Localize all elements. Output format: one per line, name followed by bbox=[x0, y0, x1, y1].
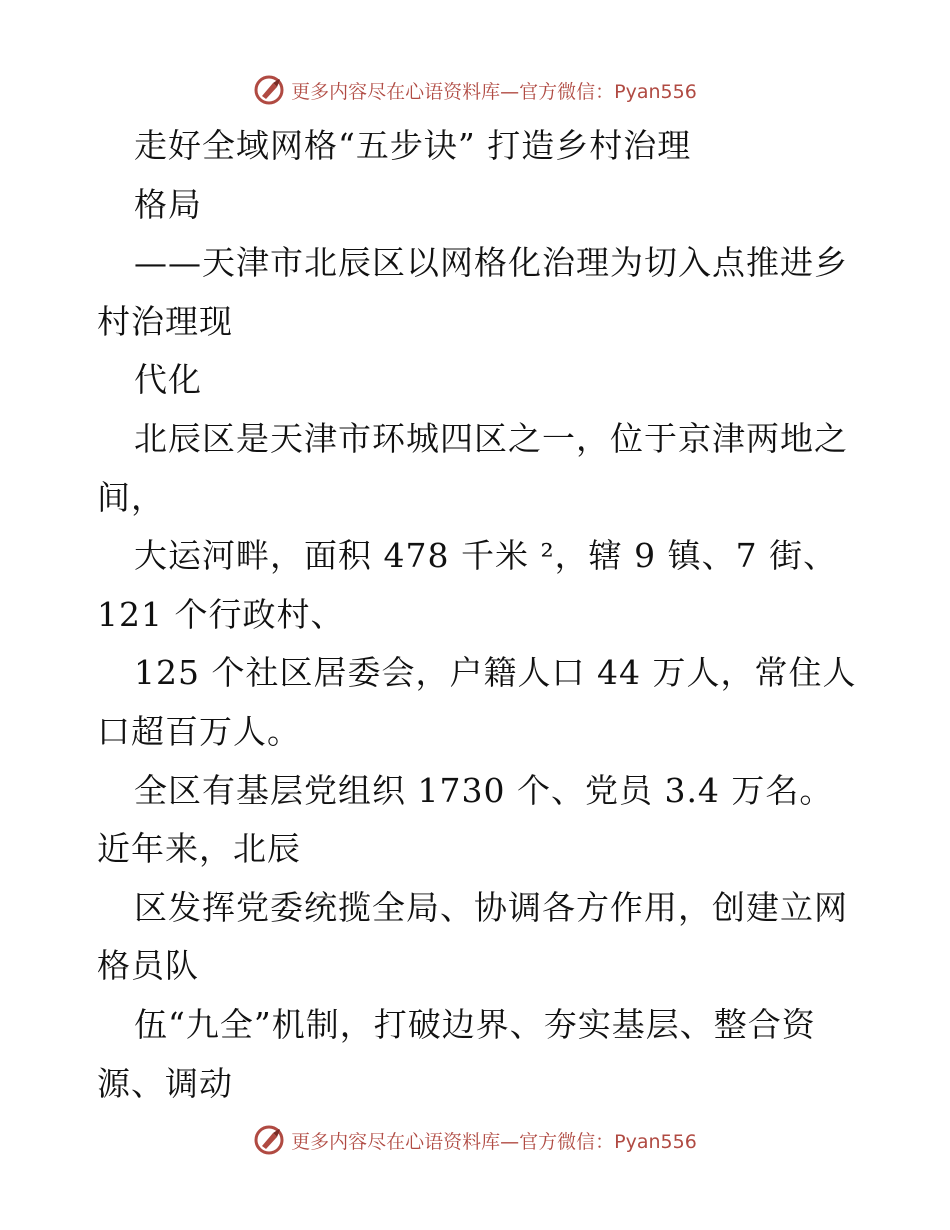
footer-banner bbox=[0, 1120, 950, 1160]
text-line: 口超百万人。 bbox=[97, 711, 301, 751]
text-line: 格员队 bbox=[97, 946, 199, 986]
banner-text: 更多内容尽在心语资料库—官方微信：Pyan556 bbox=[291, 1130, 697, 1153]
text-line: 伍“九全”机制，打破边界、夯实基层、整合资 bbox=[134, 1004, 816, 1044]
text-line: 村治理现 bbox=[97, 301, 233, 341]
text-line: ——天津市北辰区以网格化治理为切入点推进乡 bbox=[134, 243, 848, 283]
text-line: 代化 bbox=[134, 360, 202, 400]
text-line: 大运河畔，面积 478 千米 ²，辖 9 镇、7 街、 bbox=[134, 536, 838, 576]
text-line: 全区有基层党组织 1730 个、党员 3.4 万名。 bbox=[134, 770, 834, 810]
text-line: 121 个行政村、 bbox=[97, 594, 345, 634]
text-line: 源、调动 bbox=[97, 1063, 233, 1103]
logo-icon bbox=[253, 1124, 285, 1156]
header-banner bbox=[0, 70, 950, 110]
logo-icon bbox=[253, 74, 285, 106]
text-line: 格局 bbox=[134, 184, 202, 224]
text-line: 近年来，北辰 bbox=[97, 829, 301, 869]
document-body bbox=[97, 117, 857, 1113]
text-line: 北辰区是天津市环城四区之一，位于京津两地之 bbox=[134, 418, 848, 458]
text-line: 间， bbox=[97, 477, 165, 517]
banner-text: 更多内容尽在心语资料库—官方微信：Pyan556 bbox=[291, 80, 697, 103]
text-line: 区发挥党委统揽全局、协调各方作用，创建立网 bbox=[134, 887, 848, 927]
text-line: 125 个社区居委会，户籍人口 44 万人，常住人 bbox=[134, 653, 857, 693]
text-line: 走好全域网格“五步诀” 打造乡村治理 bbox=[134, 126, 692, 165]
